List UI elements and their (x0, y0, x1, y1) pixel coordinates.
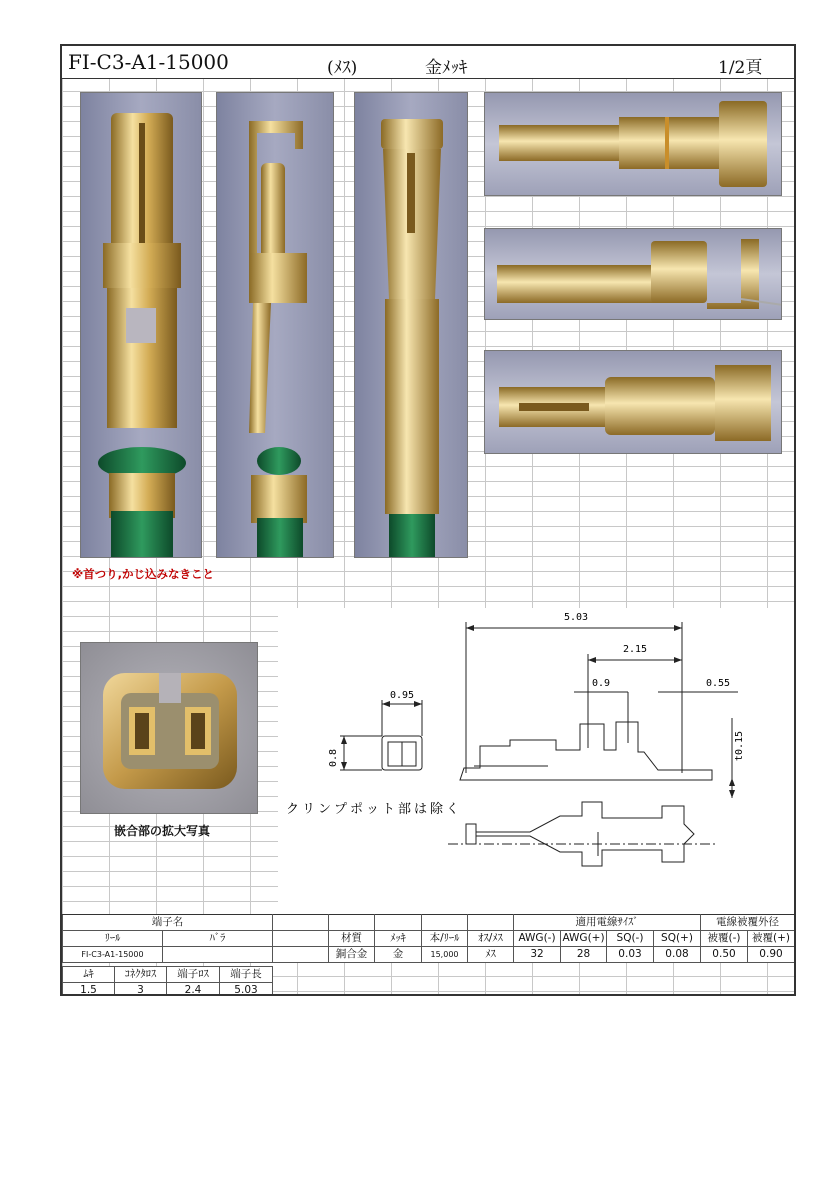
value-insulation-min: 0.50 (701, 947, 748, 963)
col-header-insulation-min: 被覆(-) (701, 931, 748, 947)
terminal-photo-horizontal-side (484, 228, 782, 320)
col-header-strip: ﾑｷ (63, 967, 115, 983)
drawing-canvas (278, 608, 796, 914)
dim-crimp-length: 2.15 (622, 644, 648, 655)
value-sq-max: 0.08 (654, 947, 701, 963)
wire-size-header: 適用電線ｻｲｽﾞ (514, 915, 701, 931)
dim-height: 0.8 (328, 748, 339, 768)
col-header-material: 材質 (329, 931, 375, 947)
value-loose-part (163, 947, 273, 963)
terminal-name-header: 端子名 (63, 915, 273, 931)
value-strip: 1.5 (63, 983, 115, 997)
col-header-terminal-loss: 端子ﾛｽ (167, 967, 220, 983)
value-connector-loss: 3 (115, 983, 167, 997)
part-number-title: FI-C3-A1-15000 (68, 50, 229, 74)
gender-label: (ﾒｽ) (327, 58, 358, 78)
dim-thickness: t0.15 (734, 730, 745, 762)
insulation-od-header: 電線被覆外径 (701, 915, 795, 931)
spec-header-top-row (63, 915, 795, 931)
page-number: 1/2頁 (718, 58, 763, 78)
spec-table (62, 914, 795, 963)
dim-segment-b: 0.55 (705, 678, 731, 689)
terminal-photo-horizontal-bottom (484, 350, 782, 454)
spec-value-row (63, 947, 795, 963)
col-header-reel: ﾘｰﾙ (63, 931, 163, 947)
col-header-sq-max: SQ(+) (654, 931, 701, 947)
terminal-photo-top (354, 92, 468, 558)
terminal-photo-horizontal-top (484, 92, 782, 196)
col-header-plating: ﾒｯｷ (375, 931, 422, 947)
value-reel-part: FI-C3-A1-15000 (63, 947, 163, 963)
col-header-terminal-length: 端子長 (220, 967, 273, 983)
crimp-exclusion-note: クリンプポット部は除く (286, 802, 463, 817)
dim-total-length: 5.03 (563, 612, 589, 623)
col-header-connector-loss: ｺﾈｸﾀﾛｽ (115, 967, 167, 983)
value-awg-min: 32 (514, 947, 561, 963)
plating-label: 金ﾒｯｷ (425, 58, 468, 78)
spec-header-row (63, 931, 795, 947)
spec-sheet (60, 44, 796, 996)
length-value-row (63, 983, 273, 997)
length-table (62, 966, 273, 996)
dim-width: 0.95 (389, 690, 415, 701)
terminal-photo-front (80, 92, 202, 558)
closeup-caption: 嵌合部の拡大写真 (114, 824, 211, 838)
dim-segment-a: 0.9 (591, 678, 611, 689)
title-bar (62, 46, 794, 79)
col-header-insulation-max: 被覆(+) (748, 931, 795, 947)
crimp-warning-note: ※首つり,かじ込みなきこと (72, 567, 215, 581)
value-plating: 金 (375, 947, 422, 963)
length-header-row (63, 967, 273, 983)
col-header-awg-min: AWG(-) (514, 931, 561, 947)
value-insulation-max: 0.90 (748, 947, 795, 963)
col-header-per-reel: 本/ﾘｰﾙ (422, 931, 468, 947)
col-header-gender: ｵｽ/ﾒｽ (468, 931, 514, 947)
dimension-drawing (278, 608, 796, 914)
value-awg-max: 28 (561, 947, 607, 963)
col-header-sq-min: SQ(-) (607, 931, 654, 947)
value-material: 銅合金 (329, 947, 375, 963)
value-terminal-length: 5.03 (220, 983, 273, 997)
mating-area-closeup-photo (80, 642, 258, 814)
value-sq-min: 0.03 (607, 947, 654, 963)
value-gender: ﾒｽ (468, 947, 514, 963)
value-terminal-loss: 2.4 (167, 983, 220, 997)
value-per-reel: 15,000 (422, 947, 468, 963)
terminal-photo-side (216, 92, 334, 558)
col-header-loose: ﾊﾞﾗ (163, 931, 273, 947)
col-header-awg-max: AWG(+) (561, 931, 607, 947)
